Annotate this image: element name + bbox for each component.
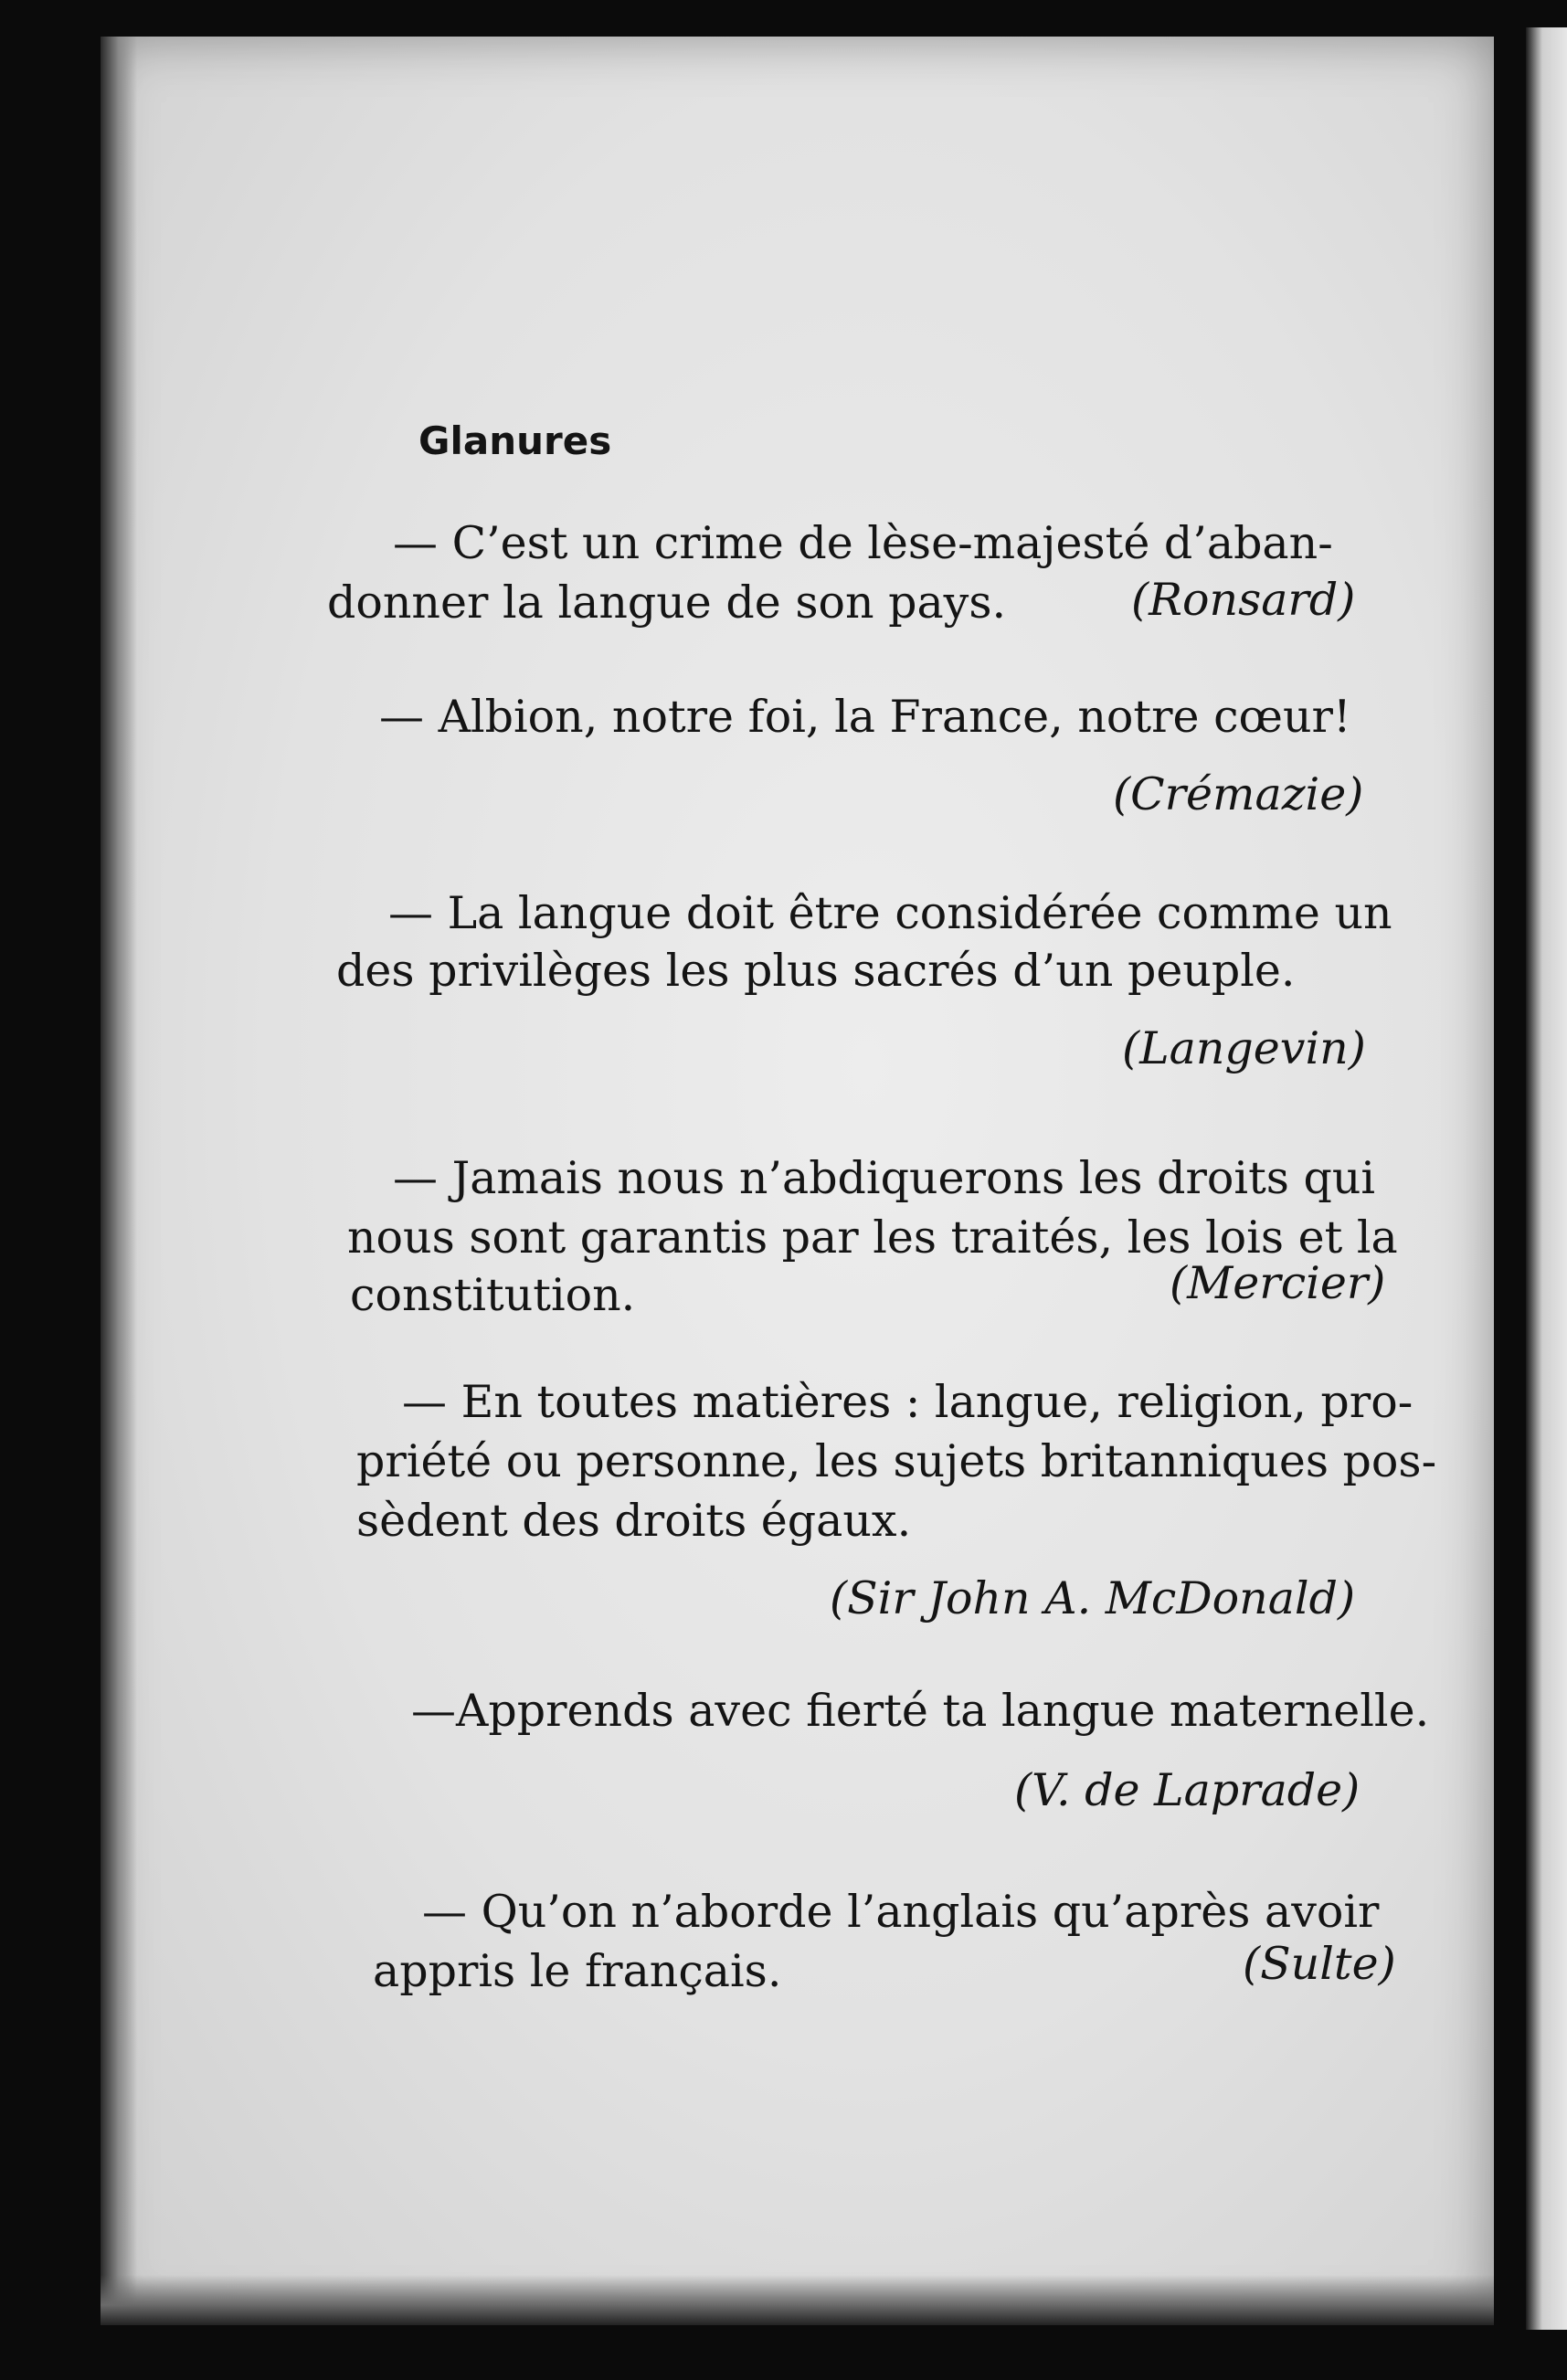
quote-4-line-3: constitution. xyxy=(350,1269,636,1321)
quote-1-line-2: donner la langue de son pays. xyxy=(327,576,1007,629)
quote-5-line-1: — En toutes matières : langue, religion, pro- xyxy=(402,1376,1413,1428)
page-binding-shadow xyxy=(101,37,137,2325)
quote-2-line-1: — Albion, notre foi, la France, notre cœur! xyxy=(379,691,1351,743)
quote-5-line-2: priété ou personne, les sujets britanniques pos- xyxy=(356,1435,1437,1487)
quote-6-line-1: —Apprends avec fierté ta langue maternelle. xyxy=(411,1685,1430,1737)
quote-7-author: (Sulte) xyxy=(1243,1938,1396,1990)
quote-7-line-1: — Qu’on n’aborde l’anglais qu’après avoir xyxy=(422,1886,1380,1938)
quote-7-line-2: appris le français. xyxy=(373,1945,782,1997)
quote-5-line-3: sèdent des droits égaux. xyxy=(356,1495,912,1547)
quote-5-author: (Sir John A. McDonald) xyxy=(830,1572,1356,1624)
quote-3-line-1: — La langue doit être considérée comme un xyxy=(388,887,1392,939)
adjacent-page-edge xyxy=(1526,27,1567,2330)
quote-3-author: (Langevin) xyxy=(1122,1022,1366,1074)
quote-1-line-1: — C’est un crime de lèse-majesté d’aban- xyxy=(393,517,1333,569)
quote-1-author: (Ronsard) xyxy=(1131,574,1356,626)
page-title: Glanures xyxy=(418,418,612,463)
page-bottom-shadow xyxy=(101,2275,1494,2325)
quote-2-author: (Crémazie) xyxy=(1113,768,1364,820)
quote-4-line-2: nous sont garantis par les traités, les lois et la xyxy=(347,1211,1398,1264)
quote-3-line-2: des privilèges les plus sacrés d’un peuple. xyxy=(336,945,1296,997)
quote-6-author: (V. de Laprade) xyxy=(1014,1764,1361,1816)
quote-4-author: (Mercier) xyxy=(1170,1257,1386,1309)
quote-4-line-1: — Jamais nous n’abdiquerons les droits qui xyxy=(393,1152,1376,1204)
